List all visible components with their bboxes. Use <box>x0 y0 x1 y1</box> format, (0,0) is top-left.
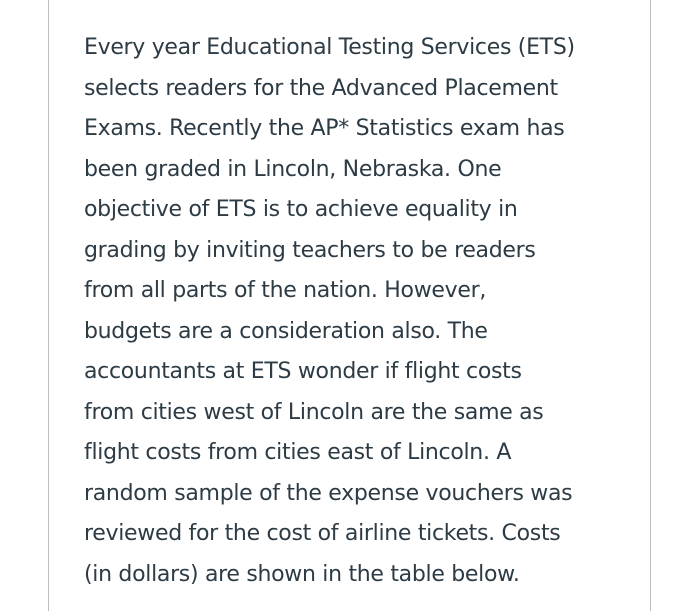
problem-line: been graded in Lincoln, Nebraska. One <box>84 156 502 182</box>
problem-line: selects readers for the Advanced Placement <box>84 75 558 101</box>
problem-line: random sample of the expense vouchers was <box>84 480 573 506</box>
problem-line: from all parts of the nation. However, <box>84 278 487 303</box>
problem-line: Every year Educational Testing Services (ETS) <box>84 35 575 60</box>
problem-line: from cities west of Lincoln are the same as <box>84 399 544 425</box>
problem-line: flight costs from cities east of Lincoln. A <box>84 440 512 465</box>
problem-line: accountants at ETS wonder if flight costs <box>84 359 522 384</box>
problem-statement <box>84 28 644 595</box>
problem-line: reviewed for the cost of airline tickets. Costs <box>84 521 561 546</box>
problem-line: objective of ETS is to achieve equality in <box>84 197 518 222</box>
problem-line: (in dollars) are shown in the table below. <box>84 561 520 587</box>
problem-line: grading by inviting teachers to be readers <box>84 237 536 263</box>
problem-line: Exams. Recently the AP* Statistics exam has <box>84 116 565 141</box>
problem-line: budgets are a consideration also. The <box>84 318 488 344</box>
